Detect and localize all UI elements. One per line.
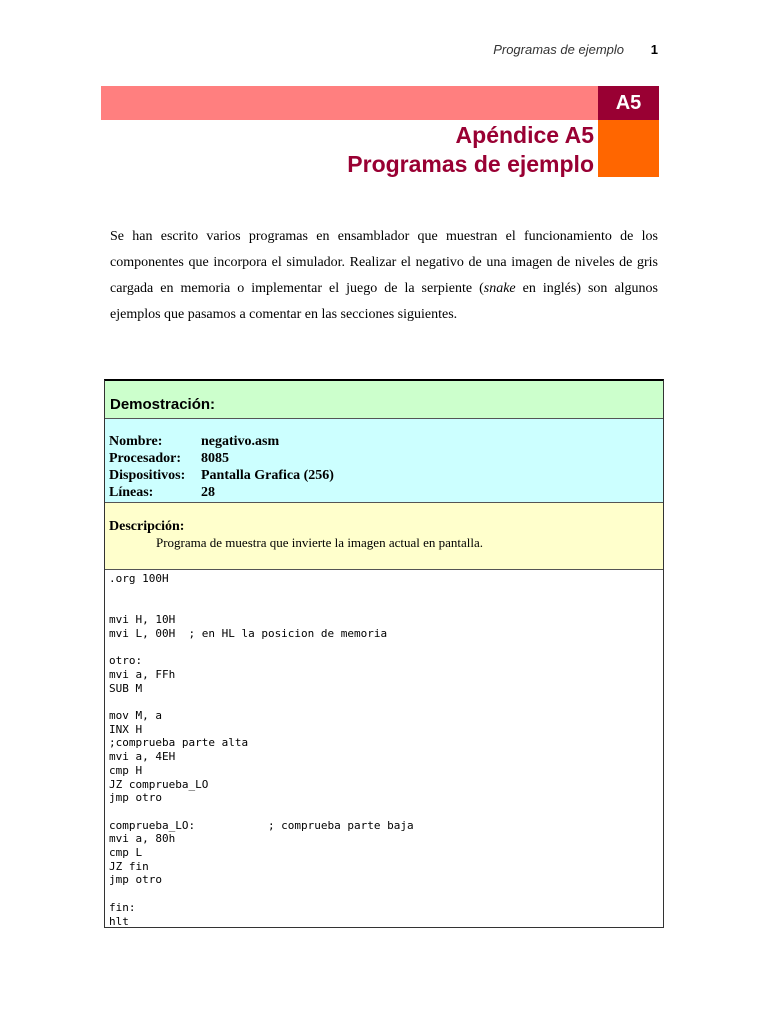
running-title: Programas de ejemplo	[493, 42, 624, 57]
info-row-procesador	[109, 450, 659, 467]
info-label: Líneas:	[109, 485, 154, 500]
intro-text-after: en inglés) son algunos ejemplos que pasamos a comentar en las secciones siguientes.	[110, 281, 658, 322]
appendix-accent-block	[598, 120, 659, 177]
appendix-code-badge: A5	[598, 86, 659, 120]
demo-description-section	[105, 503, 663, 570]
intro-text-italic: snake	[483, 281, 516, 296]
intro-text-before: Se han escrito varios programas en ensamblador que muestran el funcionamiento de los componentes que incorpora el simulador. Realizar el negativo de una imagen de niveles de gris cargada en memoria o implementar el juego de la serpiente (	[110, 229, 658, 296]
appendix-title-line2: Programas de ejemplo	[347, 151, 594, 177]
info-row-nombre	[109, 433, 659, 450]
appendix-banner-bar	[101, 86, 598, 120]
info-value: Pantalla Grafica (256)	[201, 468, 334, 483]
info-value: 8085	[201, 451, 229, 466]
info-label: Procesador:	[109, 451, 182, 466]
info-value: 28	[201, 485, 215, 500]
demo-heading: Demostración:	[105, 381, 663, 419]
demo-info-section	[105, 419, 663, 503]
intro-paragraph	[110, 224, 658, 328]
appendix-title	[347, 121, 594, 179]
info-label: Nombre:	[109, 434, 163, 449]
code-listing: .org 100H mvi H, 10H mvi L, 00H ; en HL la posicion de memoria otro: mvi a, FFh SUB M mov M, a INX H ;comprueba parte alta mvi a, 4EH cmp H JZ comprueba_LO jmp otro comprueba_LO: ; comprueba parte baja mvi a, 80h cmp L JZ fin jmp otro fin: hlt	[109, 572, 414, 928]
info-row-dispositivos	[109, 467, 659, 484]
info-value: negativo.asm	[201, 434, 280, 449]
demo-table	[104, 379, 664, 928]
description-label: Descripción:	[109, 519, 185, 534]
page-number: 1	[650, 42, 658, 57]
info-label: Dispositivos:	[109, 468, 186, 483]
description-text: Programa de muestra que invierte la imagen actual en pantalla.	[156, 535, 484, 550]
info-row-lineas	[109, 484, 659, 501]
appendix-title-line1: Apéndice A5	[455, 122, 594, 148]
